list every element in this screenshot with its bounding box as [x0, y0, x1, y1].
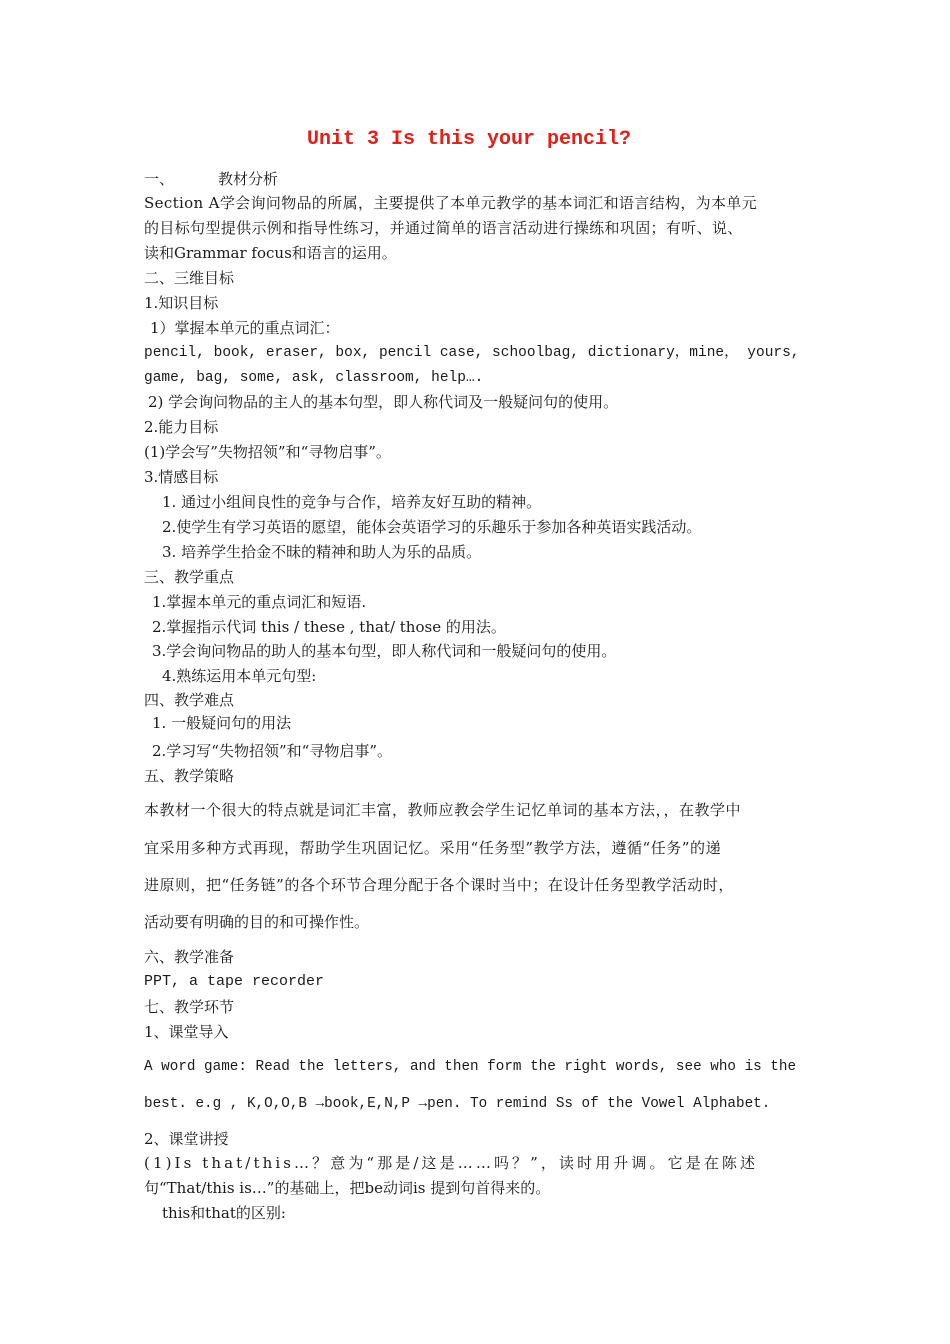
- section-1-heading: [144, 169, 278, 189]
- paragraph-line: this和that的区别:: [162, 1204, 286, 1222]
- list-item: 1.掌握本单元的重点词汇和短语.: [152, 593, 367, 611]
- list-item: 2.学习写“失物招领”和“寻物启事”。: [152, 742, 392, 760]
- section-6-heading: 六、教学准备: [144, 948, 235, 966]
- section-5-heading: 五、教学策略: [144, 767, 235, 785]
- list-item: 1. 通过小组间良性的竞争与合作，培养友好互助的精神。: [162, 493, 542, 511]
- paragraph-line: 进原则，把“任务链”的各个环节合理分配于各个课时当中；在设计任务型教学活动时，: [144, 876, 734, 894]
- paragraph-line: 活动要有明确的目的和可操作性。: [144, 913, 370, 931]
- list-item: 2.使学生有学习英语的愿望，能体会英语学习的乐趣乐于参加各种英语实践活动。: [162, 518, 702, 536]
- section-2-heading: 二、三维目标: [144, 269, 235, 287]
- list-item: 2.掌握指示代词 this / these , that/ those 的用法。: [152, 618, 506, 636]
- game-line: A word game: Read the letters, and then form the right words, see who is the: [144, 1059, 797, 1075]
- section-3-heading: 三、教学重点: [144, 568, 235, 586]
- vocabulary-line: pencil, book, eraser, box, pencil case, schoolbag, dictionary，mine， yours,: [144, 345, 800, 361]
- paragraph-line: 读和Grammar focus和语言的运用。: [144, 244, 397, 262]
- page-title: Unit 3 Is this your pencil?: [306, 128, 632, 151]
- list-item: 3.学会询问物品的助人的基本句型，即人称代词和一般疑问句的使用。: [152, 642, 617, 660]
- game-line: best. e.g , K,O,O,B →book,E,N,P →pen. To remind Ss of the Vowel Alphabet.: [144, 1096, 771, 1112]
- list-item: 3. 培养学生拾金不昧的精神和助人为乐的品质。: [162, 543, 482, 561]
- paragraph-line: 本教材一个很大的特点就是词汇丰富，教师应教会学生记忆单词的基本方法，，在教学中: [144, 801, 742, 819]
- paragraph-line: Section A学会询问物品的所属，主要提供了本单元教学的基本词汇和语言结构，为本单元: [144, 194, 758, 212]
- knowledge-goal-heading: 1.知识目标: [144, 294, 219, 312]
- subsection-heading: 2、课堂讲授: [144, 1130, 229, 1148]
- paragraph-line: 的目标句型提供示例和指导性练习，并通过简单的语言活动进行操练和巩固；有听、说、: [144, 219, 743, 237]
- section-7-heading: 七、教学环节: [144, 998, 235, 1016]
- paragraph-line: 宜采用多种方式再现，帮助学生巩固记忆。采用“任务型”教学方法，遵循“任务”的递: [144, 839, 722, 857]
- paragraph-line: 句“That/this is…”的基础上，把be动词is 提到句首得来的。: [144, 1179, 551, 1197]
- section-4-heading: 四、教学难点: [144, 691, 235, 709]
- list-item: 2) 学会询问物品的主人的基本句型，即人称代词及一般疑问句的使用。: [148, 393, 619, 411]
- list-item: 1）掌握本单元的重点词汇：: [150, 319, 340, 337]
- section-1-title: 教材分析: [218, 170, 279, 188]
- section-1-number: 一、: [144, 170, 175, 188]
- ability-goal-heading: 2.能力目标: [144, 418, 219, 436]
- vocabulary-line: game, bag, some, ask, classroom, help….: [144, 370, 484, 386]
- list-item: (1)学会写”失物招领”和“寻物启事”。: [144, 443, 391, 461]
- list-item: 1. 一般疑问句的用法: [152, 714, 292, 732]
- materials-line: PPT, a tape recorder: [144, 973, 325, 990]
- list-item: 4.熟练运用本单元句型:: [162, 667, 317, 685]
- emotion-goal-heading: 3.情感目标: [144, 468, 219, 486]
- subsection-heading: 1、课堂导入: [144, 1023, 229, 1041]
- paragraph-line: (1)Is that/this…？意为“那是/这是……吗？”，读时用升调。它是在陈述: [144, 1154, 759, 1172]
